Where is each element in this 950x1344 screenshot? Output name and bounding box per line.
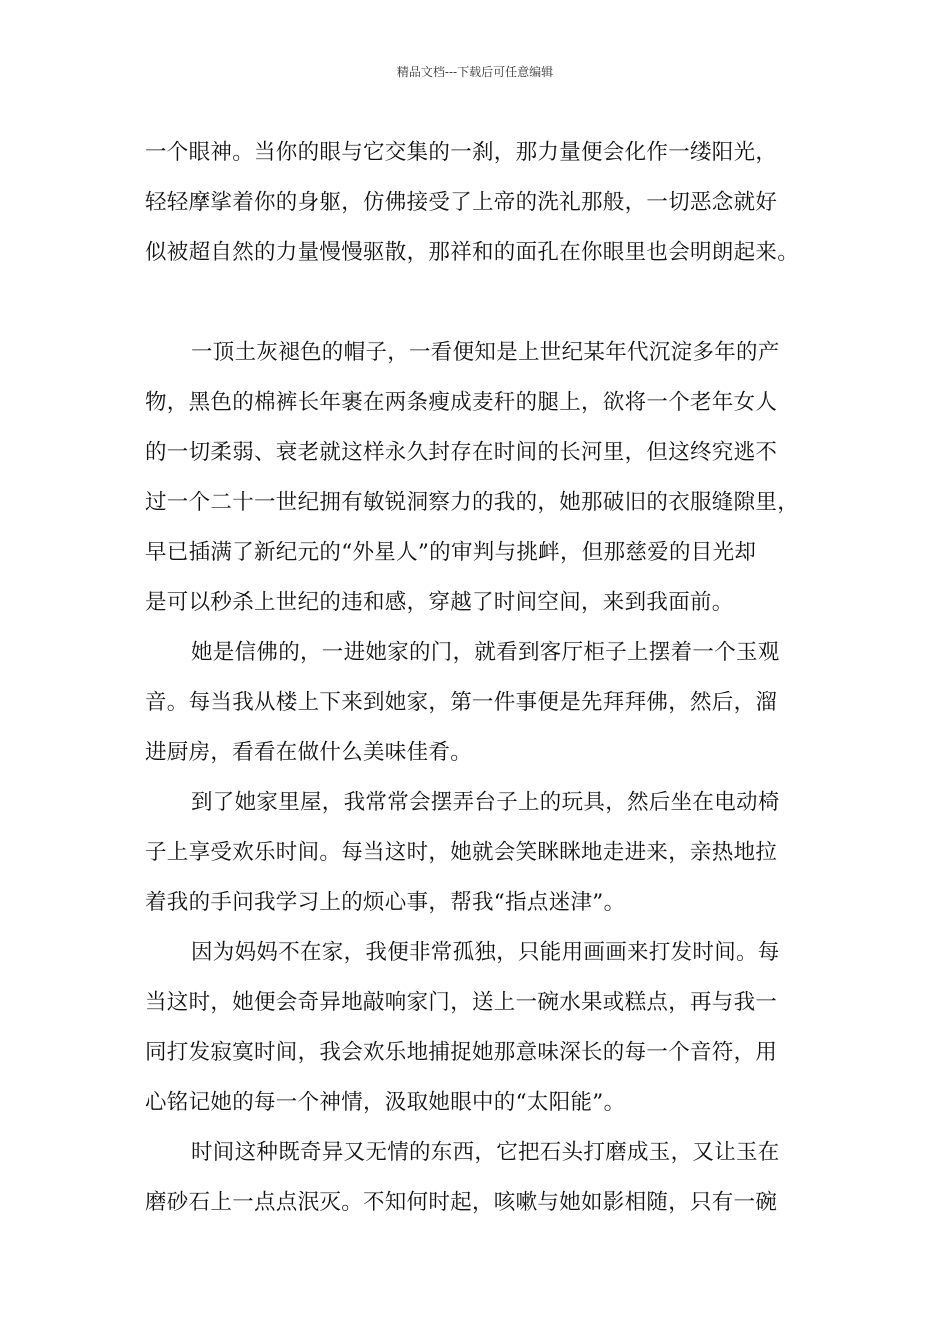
- text-line: 磨砂石上一点点泯灭。不知何时起，咳嗽与她如影相随，只有一碗: [145, 1190, 778, 1215]
- text-line: 她是信佛的，一进她家的门，就看到客厅柜子上摆着一个玉观: [191, 640, 780, 665]
- paragraph-1: [145, 128, 825, 278]
- text-line: 似被超自然的力量慢慢驱散，那祥和的面孔在你眼里也会明朗起来。: [145, 240, 800, 265]
- paragraph-2: [145, 328, 825, 628]
- paragraph-4: [145, 778, 825, 928]
- text-line: 着我的手问我学习上的烦心事，帮我“指点迷津”。: [145, 890, 626, 915]
- text-line: 一个眼神。当你的眼与它交集的一刹，那力量便会化作一缕阳光，: [145, 140, 778, 165]
- document-body: [145, 128, 825, 1228]
- text-line: 的一切柔弱、衰老就这样永久封存在时间的长河里，但这终究逃不: [145, 440, 778, 465]
- text-line: 轻轻摩挲着你的身躯，仿佛接受了上帝的洗礼那般，一切恶念就好: [145, 190, 778, 215]
- paragraph-gap: [145, 278, 825, 328]
- text-line: 一顶土灰褪色的帽子，一看便知是上世纪某年代沉淀多年的产: [191, 340, 780, 365]
- page-header: 精品文档---下载后可任意编辑: [396, 65, 554, 79]
- text-line: 进厨房，看看在做什么美味佳肴。: [145, 740, 473, 765]
- paragraph-5: [145, 928, 825, 1128]
- text-line: 到了她家里屋，我常常会摆弄台子上的玩具，然后坐在电动椅: [191, 790, 780, 815]
- text-line: 时间这种既奇异又无情的东西，它把石头打磨成玉，又让玉在: [191, 1140, 780, 1165]
- text-line: 当这时，她便会奇异地敲响家门，送上一碗水果或糕点，再与我一: [145, 990, 778, 1015]
- paragraph-6: [145, 1128, 825, 1228]
- paragraph-3: [145, 628, 825, 778]
- text-line: 是可以秒杀上世纪的违和感，穿越了时间空间，来到我面前。: [145, 590, 734, 615]
- text-line: 物，黑色的棉裤长年裹在两条瘦成麦秆的腿上，欲将一个老年女人: [145, 390, 778, 415]
- text-line: 子上享受欢乐时间。每当这时，她就会笑眯眯地走进来，亲热地拉: [145, 840, 778, 865]
- text-line: 音。每当我从楼上下来到她家，第一件事便是先拜拜佛，然后，溜: [145, 690, 778, 715]
- text-line: 早已插满了新纪元的“外星人”的审判与挑衅，但那慈爱的目光却: [145, 540, 757, 565]
- text-line: 心铭记她的每一个神情，汲取她眼中的“太阳能”。: [145, 1090, 626, 1115]
- text-line: 过一个二十一世纪拥有敏锐洞察力的我的，她那破旧的衣服缝隙里，: [145, 490, 800, 515]
- text-line: 同打发寂寞时间，我会欢乐地捕捉她那意味深长的每一个音符，用: [145, 1040, 778, 1065]
- text-line: 因为妈妈不在家，我便非常孤独，只能用画画来打发时间。每: [191, 940, 780, 965]
